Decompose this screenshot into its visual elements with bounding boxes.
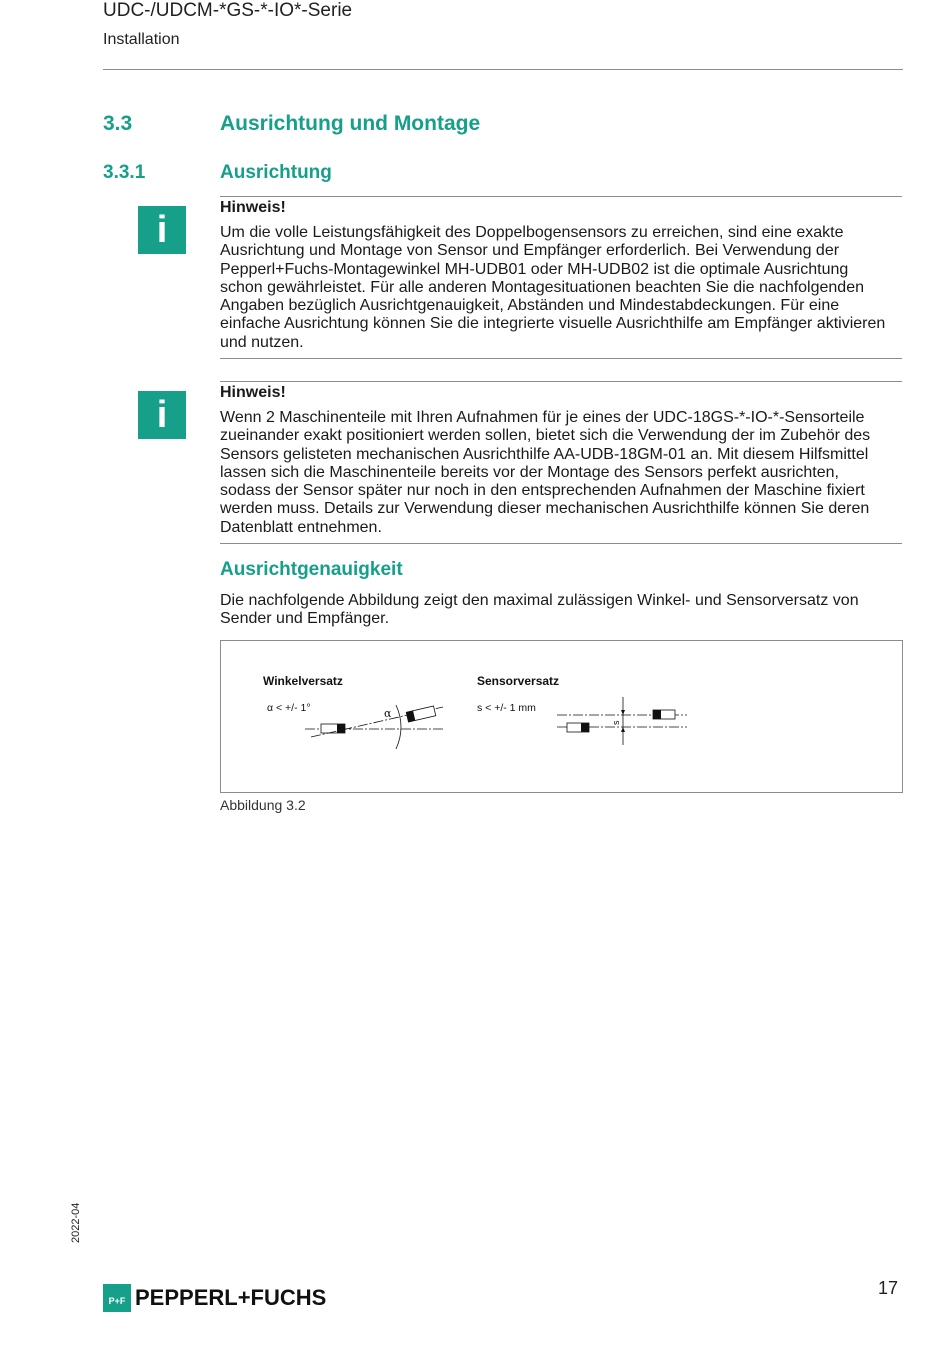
figure-frame [220,640,903,793]
info-icon: i [138,206,186,254]
alignment-diagram [221,641,902,792]
text-line: Wenn 2 Maschinenteile mit Ihren Aufnahmen für je eines der UDC-18GS-*-IO-*-Sensorteile [220,409,865,426]
text-line: einfache Ausrichtung können Sie die integrierte visuelle Ausrichthilfe am Empfänger aktivieren [220,315,886,333]
text-line: Ausrichtung und Montage von Sensor und Empfänger erforderlich. Bei Verwendung der [220,242,840,260]
text-line: Sender und Empfänger. [220,610,390,628]
angular-offset-condition: α < +/- 1° [267,702,311,714]
logo-mark-text: P+F [108,1296,126,1306]
text-line: lassen sich die Maschinenteile bereits vor der Montage des Sensors perfekt ausrichten, [220,463,839,481]
page-number: 17 [878,1278,899,1298]
section-title: Ausrichtung und Montage [220,112,481,135]
brand-name: PEPPERL+FUCHS [135,1285,327,1310]
note-label: Hinweis! [220,199,286,216]
text-line: zueinander exakt positioniert werden sollen, bietet sich die Verwendung der im Zubehör des [220,427,871,445]
text-line: schon gewährleistet. Für alle anderen Montagesituationen beachten Sie die nachfolgenden [220,278,864,296]
edition-date: 2022-04 [70,1202,82,1243]
accuracy-text [220,592,910,629]
section-number: 3.3 [103,112,133,135]
note-top-rule [220,381,902,382]
text-line: Um die volle Leistungsfähigkeit des Doppelbogensensors zu erreichen, sind eine exakte [220,224,844,241]
note-bottom-rule [220,358,902,359]
sensor-offset-title: Sensorversatz [477,674,560,688]
angular-offset-drawing [305,705,443,749]
figure-caption: Abbildung 3.2 [220,797,306,813]
info-icon: i [138,391,186,439]
document-title: UDC-/UDCM-*GS-*-IO*-Serie [103,0,353,21]
alpha-symbol: α [384,707,392,720]
text-line: Pepperl+Fuchs-Montagewinkel MH-UDB01 oder MH-UDB02 ist die optimale Ausrichtung [220,260,849,278]
brand-logo [103,1283,326,1313]
text-line: Datenblatt entnehmen. [220,518,382,536]
header-divider [103,69,903,70]
sensor-offset-drawing [557,697,687,745]
sensor-offset-condition: s < +/- 1 mm [477,702,536,714]
accuracy-heading: Ausrichtgenauigkeit [220,559,403,580]
logo-mark [103,1284,131,1312]
note-text [220,224,910,352]
text-line: Angaben bezüglich Ausrichtgenauigkeit, Abständen und Mindestabdeckungen. Für eine [220,297,840,315]
subsection-title: Ausrichtung [220,162,332,183]
s-symbol: s [611,720,621,725]
angular-offset-title: Winkelversatz [263,674,343,688]
note-top-rule [220,196,902,197]
note-text [220,409,910,537]
note-bottom-rule [220,543,902,544]
text-line: und nutzen. [220,333,304,351]
text-line: Die nachfolgende Abbildung zeigt den maximal zulässigen Winkel- und Sensorversatz von [220,592,859,609]
subsection-number: 3.3.1 [103,162,146,183]
note-label: Hinweis! [220,384,286,401]
chapter-name: Installation [103,31,180,48]
text-line: sodass der Sensor später nur noch in den entsprechenden Aufnahmen der Maschine fixiert [220,482,865,500]
text-line: werden muss. Details zur Verwendung dieser mechanischen Ausrichthilfe können Sie deren [220,500,870,518]
text-line: Sensors gelisteten mechanischen Ausrichthilfe AA-UDB-18GM-01 an. Mit diesem Hilfsmittel [220,445,869,463]
